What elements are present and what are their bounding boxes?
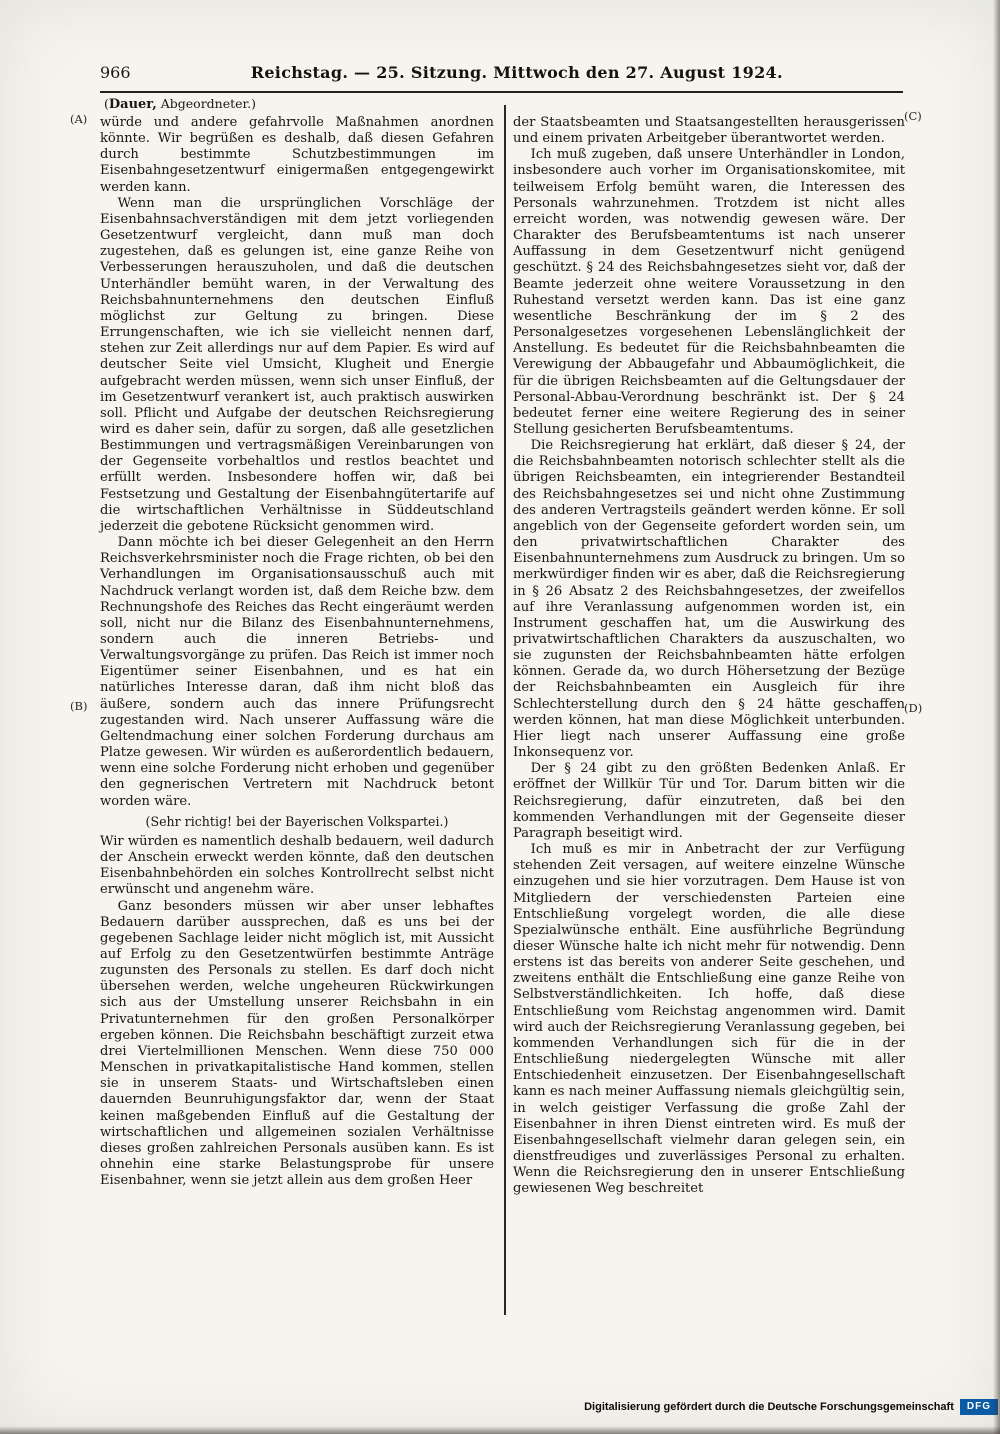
margin-marker-c: (C) — [904, 109, 922, 123]
header-title: Reichstag. — 25. Sitzung. Mittwoch den 27. August 1924. — [250, 63, 783, 82]
margin-marker-b: (B) — [70, 699, 88, 713]
column-divider — [504, 105, 506, 1315]
page-footer — [0, 1399, 998, 1415]
margin-marker-a: (A) — [70, 112, 88, 126]
speaker-open-paren: ( — [104, 96, 109, 111]
margin-marker-d: (D) — [904, 701, 923, 715]
body-paragraph: Der § 24 gibt zu den größten Bedenken Anlaß. Er eröffnet der Willkür Tür und Tor. Darum bitten wir die Reichsregierung, dafür einzutreten, daß bei den kommenden Verhandlungen mit der Gegenseite dieser Paragraph beseitigt wird. — [513, 761, 905, 841]
body-paragraph: Ganz besonders müssen wir aber unser lebhaftes Bedauern darüber aussprechen, daß es uns bei der gegebenen Sachlage leider nicht möglich ist, mit Aussicht auf Erfolg zu den Gesetzentwürfen bestimmte Anträge zugunsten des Personals zu stellen. Es darf doch nicht übersehen werden, welche ungeheuren Rückwirkungen sich aus der Umstellung unserer Reichsbahn in ein Privatunternehmen für den großen Personalkörper ergeben können. Die Reichsbahn beschäftigt zurzeit etwa drei Viertelmillionen Menschen. Wenn diese 750 000 Menschen in privatkapitalistische Hand kommen, stellen sie in unserem Staats- und Wirtschaftsleben einen dauernden Beunruhigungsfaktor dar, wenn der Staat keinen maßgebenden Einfluß auf die Gestaltung der wirtschaftlichen und allgemeinen sozialen Verhältnisse dieses großen zahlreichen Personals ausüben kann. Es ist ohnehin eine starke Belastungsprobe für unsere Eisenbahner, wenn sie jetzt allein aus dem großen Heer — [100, 898, 494, 1189]
body-paragraph: Ich muß zugeben, daß unsere Unterhändler in London, insbesondere auch vorher im Organisationskomitee, mit teilweisem Erfolg bemüht waren, die Interessen des Personals wahrzunehmen. Trotzdem ist nicht alles erreicht worden, was notwendig gewesen wäre. Der Charakter des Berufsbeamtentums ist nach unserer Auffassung in dem Gesetzentwurf nicht genügend geschützt. § 24 des Reichsbahngesetzes sieht vor, daß der Beamte jederzeit ohne weitere Voraussetzung in den Ruhestand versetzt werden kann. Das ist eine ganz wesentliche Beschränkung der im § 2 des Personalgesetzes vorgesehenen Lebenslänglichkeit der Anstellung. Es bedeutet für die Reichsbahnbeamten die Verewigung der Abbaugefahr und Abbaumöglichkeit, die für die übrigen Reichsbeamten auf die Geltungsdauer der Personal-Abbau-Verordnung beschränkt ist. Der § 24 bedeutet ferner eine weitere Regierung des in seiner Stellung gesicherten Berufsbeamtentums. — [513, 147, 905, 437]
right-column — [513, 115, 905, 1197]
scan-edge-right — [993, 0, 1000, 1434]
page-number: 966 — [100, 63, 131, 82]
interjection-line: (Sehr richtig! bei der Bayerischen Volkspartei.) — [145, 813, 449, 829]
body-paragraph: Ich muß es mir in Anbetracht der zur Verfügung stehenden Zeit versagen, auf weitere einzelne Wünsche einzugehen und sie hier vorzutragen. Dem Hause ist von Mitgliedern der verschiedensten Parteien eine Entschließung vorgelegt worden, die alle diese Spezialwünsche enthält. Eine ausführliche Begründung dieser Wünsche halte ich nicht mehr für notwendig. Denn erstens ist das bereits von anderer Seite geschehen, und zweitens enthält die Entschließung eine ganze Reihe von Selbstverständlichkeiten. Ich hoffe, daß diese Entschließung vom Reichstag angenommen wird. Damit wird auch der Reichsregierung Veranlassung gegeben, bei kommenden Verhandlungen sich für die in der Entschließung niedergelegten Wünsche mit aller Entschiedenheit einzusetzen. Der Eisenbahngesellschaft kann es nach meiner Auffassung niemals gleichgültig sein, in welch geistiger Verfassung die große Zahl der Eisenbahner in ihren Dienst eintreten wird. Es muß der Eisenbahngesellschaft vielmehr daran gelegen sein, ein dienstfreudiges und zuverlässiges Personal zu erhalten. Wenn die Reichsregierung den in unserer Entschließung gewiesenen Weg beschreitet — [513, 842, 905, 1197]
body-paragraph: Wir würden es namentlich deshalb bedauern, weil dadurch der Anschein erweckt werden könnte, daß den deutschen Eisenbahnbehörden ein solches Kontrollrecht selbst nicht erwünscht und angenehm wäre. — [100, 833, 494, 898]
header-rule — [100, 91, 903, 93]
body-paragraph: Die Reichsregierung hat erklärt, daß dieser § 24, der die Reichsbahnbeamten notorisch schlechter stellt als die übrigen Reichsbeamten, ein integrierender Bestandteil des Reichsbahngesetzes sei und nicht ohne Zustimmung des anderen Vertragsteils geändert werden könne. Er soll angeblich von der Gegenseite gefordert worden sein, um den privatwirtschaftlichen Charakter des Eisenbahnunternehmens zum Ausdruck zu bringen. Um so merkwürdiger finden wir es aber, daß die Reichsregierung in § 26 Absatz 2 des Reichsbahngesetzes, der zweifellos auf ihre Veranlassung aufgenommen worden ist, ein Instrument geschaffen hat, um die Auswirkung des privatwirtschaftlichen Charakters da auszuschalten, wo sie zugunsten der Reichsbahnbeamten hätte erfolgen können. Gerade da, wo durch Höhersetzung der Bezüge der Reichsbahnbeamten ein Ausgleich für ihre Schlechterstellung durch den § 24 hätte geschaffen werden können, hat man diese Möglichkeit unterbunden. Hier liegt nach unserer Auffassung eine große Inkonsequenz vor. — [513, 438, 905, 761]
body-paragraph: der Staatsbeamten und Staatsangestellten herausgerissen und einem privaten Arbeitgeber überantwortet werden. — [513, 115, 905, 147]
scan-edge-bottom — [0, 1426, 1000, 1434]
speaker-name: Dauer, — [108, 97, 157, 112]
left-column — [100, 115, 494, 1189]
digitization-credit: Digitalisierung gefördert durch die Deutsche Forschungsgemeinschaft — [584, 1401, 954, 1413]
speaker-role: Abgeordneter.) — [160, 96, 256, 111]
body-paragraph: Wenn man die ursprünglichen Vorschläge der Eisenbahnsachverständigen mit dem jetzt vorliegenden Gesetzentwurf vergleicht, dann muß man doch zugestehen, daß es gelungen ist, eine ganze Reihe von Verbesserungen herauszuholen, und daß die deutschen Unterhändler bemüht waren, in der Verwaltung des Reichsbahnunternehmens den deutschen Einfluß möglichst zur Geltung zu bringen. Diese Errungenschaften, wie ich sie vielleicht nennen darf, stehen zur Zeit allerdings nur auf dem Papier. Es wird auf deutscher Seite viel Umsicht, Klugheit und Energie aufgebracht werden müssen, wenn sich unser Einfluß, der im Gesetzentwurf verankert ist, auch praktisch auswirken soll. Pflicht und Aufgabe der deutschen Reichsregierung wird es daher sein, dafür zu sorgen, daß alle gesetzlichen Bestimmungen und vertragsmäßigen Vereinbarungen von der Gegenseite vorbehaltlos und restlos beachtet und erfüllt werden. Insbesondere hoffen wir, daß bei Festsetzung und Gestaltung der Eisenbahngütertarife auf die wirtschaftlichen Verhältnisse in Süddeutschland jederzeit die gebotene Rücksicht genommen wird. — [100, 195, 494, 534]
body-paragraph: Dann möchte ich bei dieser Gelegenheit an den Herrn Reichsverkehrsminister noch die Frage richten, ob bei den Verhandlungen im Organisationsausschuß auch mit Nachdruck verlangt worden ist, daß dem Reiche bzw. dem Rechnungshofe des Reiches das Recht eingeräumt werden soll, nicht nur die Bilanz des Eisenbahnunternehmens, sondern auch die inneren Betriebs- und Verwaltungsvorgänge zu prüfen. Das Reich ist immer noch Eigentümer seiner Eisenbahnen, und es hat ein natürliches Interesse daran, daß ihm nicht bloß das äußere, sondern auch das innere Prüfungsrecht zugestanden wird. Nach unserer Auffassung wäre die Geltendmachung einer solchen Forderung durchaus am Platze gewesen. Wir würden es außerordentlich bedauern, wenn eine solche Forderung nicht erhoben und gegenüber den gegnerischen Vertretern mit Nachdruck betont worden wäre. — [100, 535, 494, 809]
body-paragraph: würde und andere gefahrvolle Maßnahmen anordnen könnte. Wir begrüßen es deshalb, daß diesen Gefahren durch bestimmte Schutzbestimmungen im Eisenbahngesetzentwurf einigermaßen entgegengewirkt werden kann. — [100, 115, 494, 195]
page-header — [100, 63, 903, 82]
dfg-logo: DFG — [960, 1399, 998, 1415]
speaker-note — [104, 96, 256, 112]
